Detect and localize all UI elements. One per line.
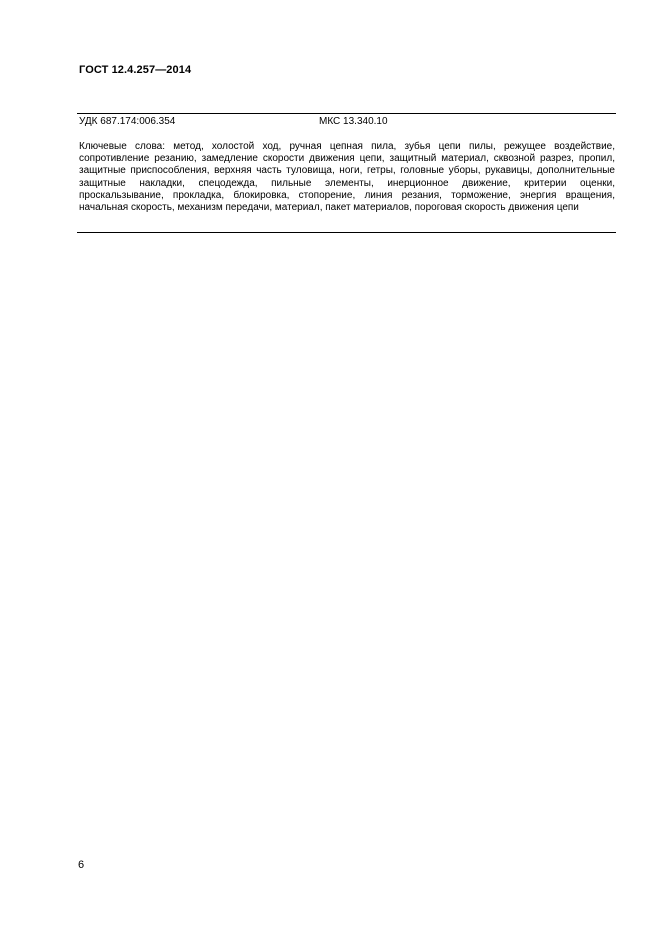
- standard-code-header: ГОСТ 12.4.257—2014: [79, 64, 192, 76]
- mks-code: МКС 13.340.10: [319, 116, 388, 127]
- classification-row: [79, 116, 615, 130]
- keywords-paragraph: Ключевые слова: метод, холостой ход, ручная цепная пила, зубья цепи пилы, режущее воздействие, сопротивление резанию, замедление скорости движения цепи, защитный материал, сквозной разрез, пропил, защитные приспособления, верхняя часть туловища, ноги, гетры, головные уборы, рукавицы, дополнительные защитные накладки, спецодежда, пильные элементы, инерционное движение, критерии оценки, проскальзывание, прокладка, блокировка, стопорение, линия резания, торможение, энергия вращения, начальная скорость, механизм передачи, материал, пакет материалов, пороговая скорость движения цепи: [79, 141, 615, 214]
- udk-code: УДК 687.174:006.354: [79, 116, 176, 127]
- page-number: 6: [78, 859, 85, 871]
- top-divider-rule: [77, 113, 616, 114]
- bottom-divider-rule: [77, 232, 616, 233]
